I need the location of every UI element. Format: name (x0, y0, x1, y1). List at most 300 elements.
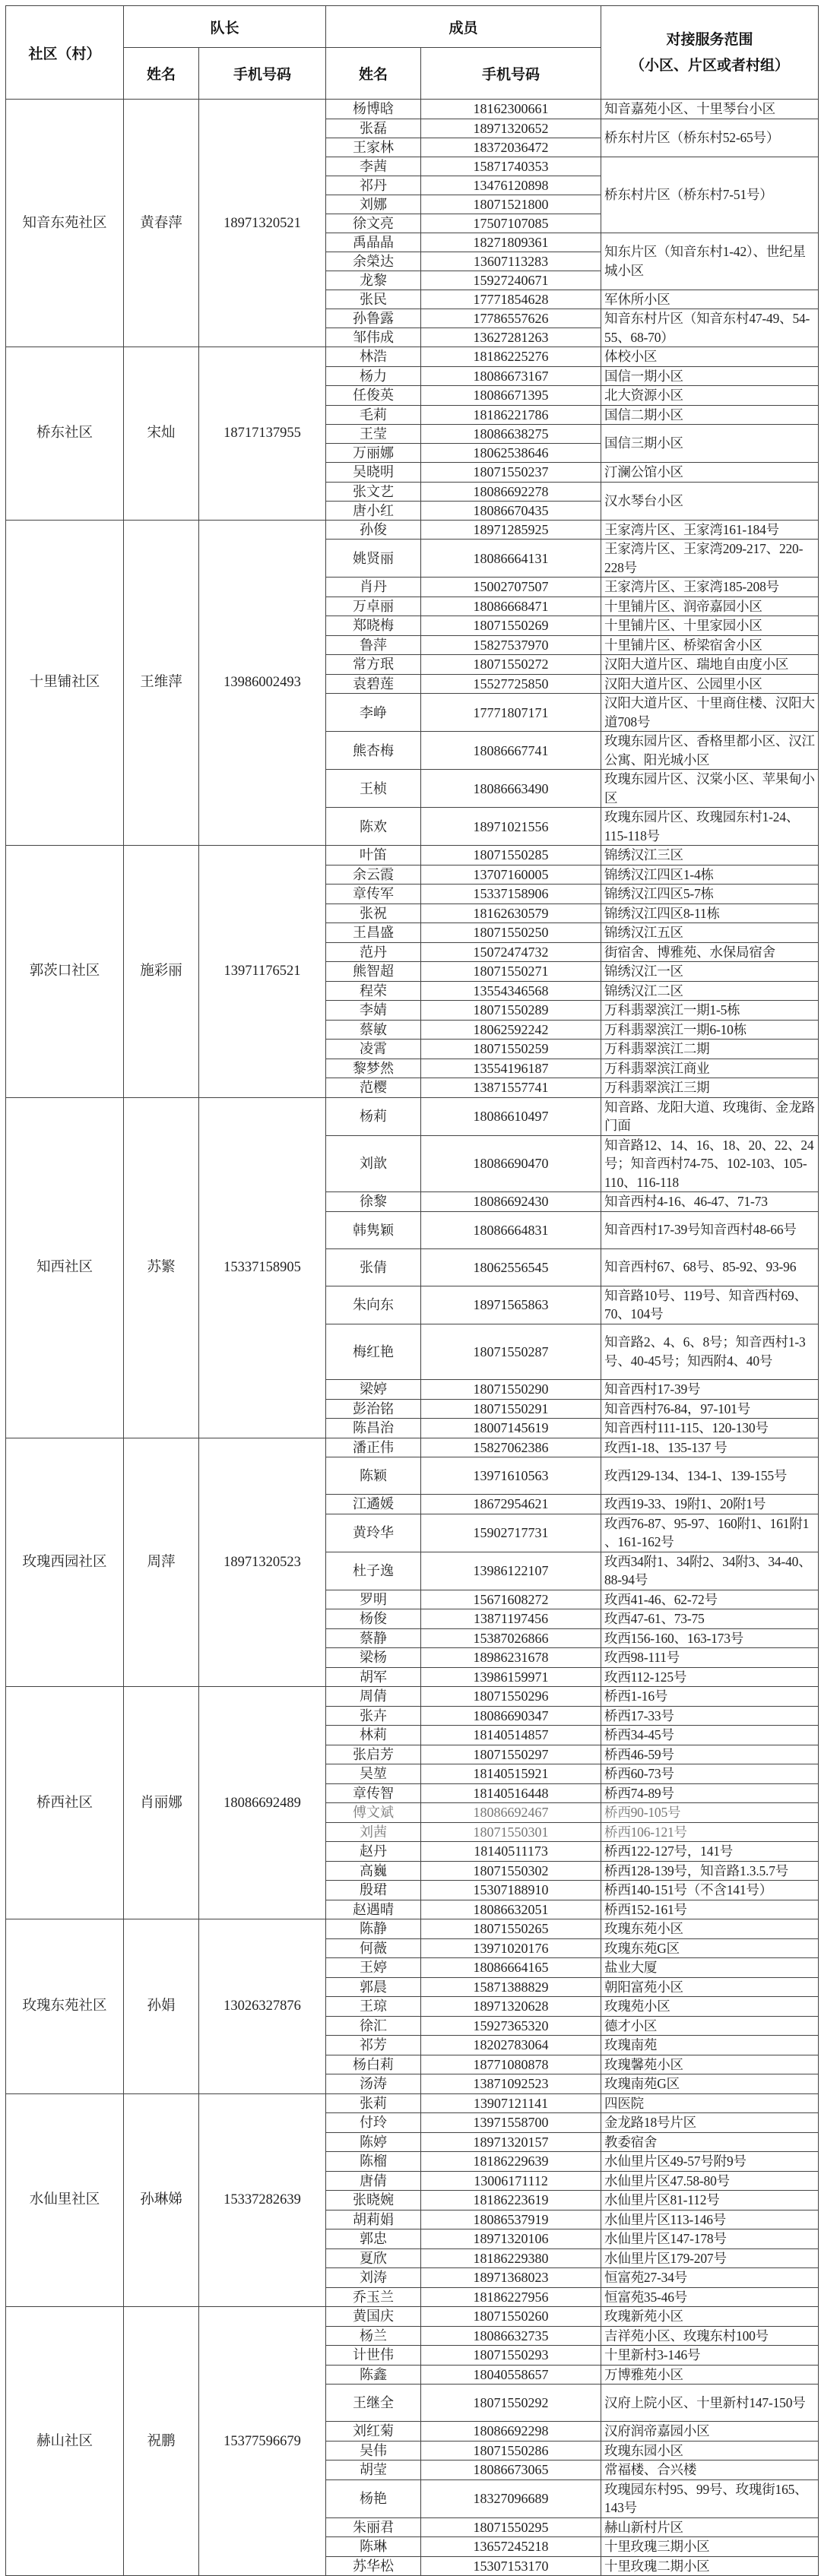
service-scope: 锦绣汉江四区1-4栋 (601, 865, 819, 885)
member-phone: 18071550260 (421, 2307, 601, 2327)
member-phone: 18062538646 (421, 444, 601, 463)
member-name: 陈婷 (326, 2132, 421, 2152)
member-name: 程荣 (326, 981, 421, 1001)
member-phone: 18071550250 (421, 923, 601, 943)
member-name: 吴伟 (326, 2441, 421, 2460)
service-scope: 德才小区 (601, 2016, 819, 2036)
member-phone: 15387026866 (421, 1628, 601, 1648)
member-phone: 18202783064 (421, 2036, 601, 2055)
member-phone: 13871197456 (421, 1609, 601, 1629)
member-phone: 18271809361 (421, 233, 601, 252)
service-scope: 水仙里片区47.58-80号 (601, 2171, 819, 2191)
member-name: 常方珉 (326, 655, 421, 675)
member-name: 孙俊 (326, 520, 421, 540)
leader-name: 周萍 (124, 1438, 199, 1687)
table-header (6, 6, 819, 100)
table-body (6, 100, 819, 2576)
member-name: 王继全 (326, 2385, 421, 2422)
member-name: 黄国庆 (326, 2307, 421, 2327)
service-scope: 万科翡翠滨江一期1-5栋 (601, 1001, 819, 1021)
member-name: 余榮达 (326, 252, 421, 271)
header-leader-phone: 手机号码 (199, 48, 326, 100)
service-scope: 知音西村4-16、46-47、71-73 (601, 1192, 819, 1212)
member-phone: 18071521800 (421, 195, 601, 214)
service-scope: 恒富苑35-46号 (601, 2287, 819, 2307)
service-scope: 水仙里片区49-57号附9号 (601, 2152, 819, 2172)
member-phone: 17771854628 (421, 290, 601, 309)
member-phone: 18040558657 (421, 2365, 601, 2385)
service-scope: 锦绣汉江四区5-7栋 (601, 885, 819, 904)
member-phone: 13627281263 (421, 328, 601, 347)
member-phone: 18971320652 (421, 119, 601, 138)
service-scope: 体校小区 (601, 347, 819, 367)
member-name: 王婷 (326, 1958, 421, 1978)
service-scope: 玫瑰东园片区、汉棠小区、苹果甸小区 (601, 770, 819, 808)
service-scope: 知音路2、4、6、8号；知音西村1-3号、40-45号；知西附4、40号 (601, 1324, 819, 1380)
service-scope: 桥西1-16号 (601, 1687, 819, 1707)
service-scope: 玫西76-87、95-97、160附1、161附1 、161-162号 (601, 1514, 819, 1552)
table-row (6, 520, 819, 540)
member-name: 朱向东 (326, 1286, 421, 1324)
member-phone: 18971320628 (421, 1997, 601, 2017)
service-scope: 知音东村片区（知音东村47-49、54-55、68-70） (601, 309, 819, 347)
service-scope: 桥西46-59号 (601, 1745, 819, 1764)
member-name: 杨力 (326, 366, 421, 386)
member-phone: 18071550293 (421, 2346, 601, 2366)
service-scope: 王家湾片区、王家湾161-184号 (601, 520, 819, 540)
member-name: 杨兰 (326, 2326, 421, 2346)
service-scope: 国信二期小区 (601, 405, 819, 425)
header-service-scope-line2: （小区、片区或者村组） (630, 57, 790, 74)
member-phone: 17771807171 (421, 694, 601, 732)
community-name: 知西社区 (6, 1097, 124, 1438)
header-leader: 队长 (124, 6, 326, 48)
member-phone: 13657245218 (421, 2537, 601, 2557)
member-name: 傅文斌 (326, 1803, 421, 1823)
member-name: 熊智超 (326, 962, 421, 982)
table-row (6, 347, 819, 367)
service-scope: 汀澜公馆小区 (601, 463, 819, 483)
leader-name: 施彩丽 (124, 846, 199, 1098)
member-name: 吴晓明 (326, 463, 421, 483)
member-phone: 15337158906 (421, 885, 601, 904)
member-phone: 18140515921 (421, 1764, 601, 1784)
member-name: 范樱 (326, 1078, 421, 1098)
member-phone: 15072474732 (421, 942, 601, 962)
member-name: 夏欣 (326, 2248, 421, 2268)
member-name: 周倩 (326, 1687, 421, 1707)
member-name: 王琼 (326, 1997, 421, 2017)
member-phone: 18162630579 (421, 903, 601, 923)
header-service-scope (601, 6, 819, 100)
member-name: 高巍 (326, 1861, 421, 1881)
service-scope: 知音西村111-115、120-130号 (601, 1419, 819, 1438)
service-scope: 玫西34附1、34附2、34附3、34-40、88-94号 (601, 1552, 819, 1590)
member-phone: 15927365320 (421, 2016, 601, 2036)
member-name: 禹晶晶 (326, 233, 421, 252)
member-name: 林莉 (326, 1726, 421, 1745)
member-name: 计世伟 (326, 2346, 421, 2366)
member-phone: 18672954621 (421, 1495, 601, 1514)
member-name: 江遹媛 (326, 1495, 421, 1514)
member-phone: 18071550265 (421, 1919, 601, 1939)
member-phone: 18186227956 (421, 2287, 601, 2307)
header-members: 成员 (326, 6, 601, 48)
member-name: 唐小红 (326, 501, 421, 520)
service-scope: 桥西17-33号 (601, 1706, 819, 1726)
member-name: 杨艳 (326, 2479, 421, 2517)
table-row (6, 1687, 819, 1707)
member-phone: 18071550237 (421, 463, 601, 483)
member-name: 万卓丽 (326, 597, 421, 616)
member-phone: 18086690470 (421, 1135, 601, 1192)
leader-phone: 18971320523 (199, 1438, 326, 1687)
member-phone: 18971021556 (421, 808, 601, 846)
member-name: 梁婷 (326, 1380, 421, 1400)
member-phone: 17507107085 (421, 214, 601, 233)
service-scope: 教委宿舍 (601, 2132, 819, 2152)
member-name: 汤涛 (326, 2074, 421, 2094)
service-scope: 常福楼、合兴楼 (601, 2460, 819, 2480)
community-name: 桥西社区 (6, 1687, 124, 1919)
member-phone: 18086537919 (421, 2210, 601, 2229)
service-scope: 汉水琴台小区 (601, 482, 819, 520)
community-name: 玫瑰东苑社区 (6, 1919, 124, 2094)
member-phone: 18971320157 (421, 2132, 601, 2152)
service-scope: 知音路、龙阳大道、玫瑰街、金龙路门面 (601, 1097, 819, 1135)
member-name: 梅红艳 (326, 1324, 421, 1380)
leader-name: 黄春萍 (124, 100, 199, 347)
service-scope: 玫西41-46、62-72号 (601, 1590, 819, 1609)
member-phone: 18971285925 (421, 520, 601, 540)
member-name: 刘茜 (326, 1822, 421, 1842)
service-scope: 桥西106-121号 (601, 1822, 819, 1842)
member-phone: 18186221786 (421, 405, 601, 425)
member-phone: 15671608272 (421, 1590, 601, 1609)
service-scope: 万科翡翠滨江一期6-10栋 (601, 1020, 819, 1040)
member-phone: 18971565863 (421, 1286, 601, 1324)
service-scope: 玫瑰南苑 (601, 2036, 819, 2055)
member-phone: 18071550290 (421, 1380, 601, 1400)
leader-phone: 13971176521 (199, 846, 326, 1098)
member-name: 张民 (326, 290, 421, 309)
leader-name: 祝鹏 (124, 2307, 199, 2576)
service-scope: 万科翡翠滨江三期 (601, 1078, 819, 1098)
service-scope: 汉府上院小区、十里新村147-150号 (601, 2385, 819, 2422)
member-phone: 18086664131 (421, 540, 601, 578)
leader-name: 王维萍 (124, 520, 199, 846)
member-phone: 13986122107 (421, 1552, 601, 1590)
member-name: 黄玲华 (326, 1514, 421, 1552)
member-phone: 18372036472 (421, 138, 601, 157)
member-phone: 15827537970 (421, 635, 601, 655)
member-name: 李峥 (326, 694, 421, 732)
member-name: 毛莉 (326, 405, 421, 425)
member-name: 陈昌治 (326, 1419, 421, 1438)
member-name: 章传智 (326, 1783, 421, 1803)
service-scope: 汉阳大道片区、瑞地自由度小区 (601, 655, 819, 675)
member-name: 何薇 (326, 1938, 421, 1958)
member-phone: 13871092523 (421, 2074, 601, 2094)
header-leader-name: 姓名 (124, 48, 199, 100)
service-scope: 玫瑰东苑G区 (601, 1938, 819, 1958)
member-name: 赵丹 (326, 1842, 421, 1862)
member-name: 任俊英 (326, 386, 421, 406)
volunteer-team-table-container (5, 5, 818, 2576)
member-name: 李茜 (326, 157, 421, 176)
leader-name: 苏繁 (124, 1097, 199, 1438)
member-name: 郑晓梅 (326, 616, 421, 636)
table-row (6, 100, 819, 119)
member-name: 章传军 (326, 885, 421, 904)
member-phone: 13707160005 (421, 865, 601, 885)
member-phone: 18086668471 (421, 597, 601, 616)
member-name: 徐文亮 (326, 214, 421, 233)
member-name: 黎梦然 (326, 1059, 421, 1078)
member-phone: 15927240671 (421, 271, 601, 290)
member-name: 孙鲁露 (326, 309, 421, 328)
service-scope: 锦绣汉江三区 (601, 846, 819, 866)
service-scope: 玫西129-134、134-1、139-155号 (601, 1457, 819, 1495)
service-scope: 桥东村片区（桥东村7-51号） (601, 157, 819, 233)
service-scope: 知音西村17-39号 (601, 1380, 819, 1400)
member-name: 杜子逸 (326, 1552, 421, 1590)
service-scope: 知音路10号、119号、知音西村69、70、104号 (601, 1286, 819, 1324)
service-scope: 北大资源小区 (601, 386, 819, 406)
service-scope: 十里铺片区、十里家园小区 (601, 616, 819, 636)
member-name: 胡莹 (326, 2460, 421, 2480)
member-name: 吴堃 (326, 1764, 421, 1784)
service-scope: 桥西152-161号 (601, 1900, 819, 1919)
table-row (6, 1438, 819, 1457)
community-name: 十里铺社区 (6, 520, 124, 846)
member-name: 张启芳 (326, 1745, 421, 1764)
community-name: 赫山社区 (6, 2307, 124, 2576)
member-name: 郭晨 (326, 1977, 421, 1997)
service-scope: 玫瑰南苑G区 (601, 2074, 819, 2094)
member-phone: 18071550301 (421, 1822, 601, 1842)
service-scope: 桥西122-127号，141号 (601, 1842, 819, 1862)
member-name: 张祝 (326, 903, 421, 923)
member-phone: 18086690347 (421, 1706, 601, 1726)
member-name: 袁碧莲 (326, 674, 421, 694)
member-name: 唐倩 (326, 2171, 421, 2191)
leader-phone: 15337282639 (199, 2093, 326, 2307)
member-phone: 13971610563 (421, 1457, 601, 1495)
member-phone: 15307153170 (421, 2556, 601, 2576)
leader-phone: 13986002493 (199, 520, 326, 846)
service-scope: 赫山新村片区 (601, 2517, 819, 2537)
community-name: 水仙里社区 (6, 2093, 124, 2307)
member-phone: 18086667741 (421, 732, 601, 770)
member-phone: 15307188910 (421, 1881, 601, 1900)
member-name: 肖丹 (326, 578, 421, 597)
member-name: 祁丹 (326, 176, 421, 195)
member-phone: 18071550271 (421, 962, 601, 982)
member-phone: 18086610497 (421, 1097, 601, 1135)
member-phone: 18086632735 (421, 2326, 601, 2346)
member-phone: 15527725850 (421, 674, 601, 694)
community-name: 桥东社区 (6, 347, 124, 521)
member-phone: 18071550285 (421, 846, 601, 866)
member-phone: 13986159971 (421, 1667, 601, 1687)
service-scope: 玫瑰馨苑小区 (601, 2055, 819, 2074)
leader-phone: 15337158905 (199, 1097, 326, 1438)
member-phone: 18771080878 (421, 2055, 601, 2074)
member-name: 王桢 (326, 770, 421, 808)
member-phone: 13006171112 (421, 2171, 601, 2191)
member-phone: 18140511173 (421, 1842, 601, 1862)
service-scope: 十里铺片区、桥梁宿舍小区 (601, 635, 819, 655)
service-scope: 四医院 (601, 2093, 819, 2113)
member-phone: 18071550272 (421, 655, 601, 675)
member-name: 张文艺 (326, 482, 421, 501)
member-name: 祁芳 (326, 2036, 421, 2055)
leader-phone: 13026327876 (199, 1919, 326, 2094)
service-scope: 万科翡翠滨江二期 (601, 1040, 819, 1059)
member-phone: 18071550287 (421, 1324, 601, 1380)
service-scope: 玫西156-160、163-173号 (601, 1628, 819, 1648)
member-name: 朱丽君 (326, 2517, 421, 2537)
member-phone: 18071550289 (421, 1001, 601, 1021)
service-scope: 知音西村17-39号知音西村48-66号 (601, 1211, 819, 1248)
service-scope: 玫瑰东苑小区 (601, 1919, 819, 1939)
volunteer-team-table (5, 5, 819, 2576)
service-scope: 桥东村片区（桥东村52-65号） (601, 119, 819, 157)
member-name: 范丹 (326, 942, 421, 962)
service-scope: 桥西128-139号，知音路1.3.5.7号 (601, 1861, 819, 1881)
member-phone: 18071550297 (421, 1745, 601, 1764)
member-name: 张晓婉 (326, 2191, 421, 2210)
member-name: 张卉 (326, 1706, 421, 1726)
leader-name: 孙琳娣 (124, 2093, 199, 2307)
service-scope: 玫瑰东园片区、玫瑰园东村1-24、115-118号 (601, 808, 819, 846)
member-phone: 18086692298 (421, 2422, 601, 2442)
member-phone: 18062556545 (421, 1248, 601, 1286)
member-name: 韩隽颖 (326, 1211, 421, 1248)
service-scope: 玫瑰新苑小区 (601, 2307, 819, 2327)
member-name: 陈榴 (326, 2152, 421, 2172)
member-phone: 18071550296 (421, 1687, 601, 1707)
member-phone: 18986231678 (421, 1648, 601, 1668)
table-row (6, 2093, 819, 2113)
service-scope: 知音西村67、68号、85-92、93-96 (601, 1248, 819, 1286)
member-name: 潘正伟 (326, 1438, 421, 1457)
member-phone: 18086664165 (421, 1958, 601, 1978)
member-name: 陈颖 (326, 1457, 421, 1495)
service-scope: 朝阳富苑小区 (601, 1977, 819, 1997)
member-phone: 18086673167 (421, 366, 601, 386)
member-phone: 18971368023 (421, 2268, 601, 2288)
member-phone: 18071550291 (421, 1399, 601, 1419)
service-scope: 盐业大厦 (601, 1958, 819, 1978)
member-phone: 18086632051 (421, 1900, 601, 1919)
member-name: 陈静 (326, 1919, 421, 1939)
member-name: 郭忠 (326, 2229, 421, 2249)
service-scope: 玫瑰园东村95、99号、玫瑰街165、143号 (601, 2479, 819, 2517)
service-scope: 万科翡翠滨江商业 (601, 1059, 819, 1078)
service-scope: 玫西19-33、19附1、20附1号 (601, 1495, 819, 1514)
service-scope: 汉阳大道片区、十里商住楼、汉阳大道708号 (601, 694, 819, 732)
member-phone: 18186225276 (421, 347, 601, 367)
member-name: 杨俊 (326, 1609, 421, 1629)
member-name: 乔玉兰 (326, 2287, 421, 2307)
member-name: 刘红菊 (326, 2422, 421, 2442)
leader-phone: 15377596679 (199, 2307, 326, 2576)
member-name: 付玲 (326, 2113, 421, 2133)
service-scope: 水仙里片区147-178号 (601, 2229, 819, 2249)
service-scope: 水仙里片区179-207号 (601, 2248, 819, 2268)
member-name: 罗明 (326, 1590, 421, 1609)
member-phone: 13554196187 (421, 1059, 601, 1078)
member-phone: 15871388829 (421, 1977, 601, 1997)
member-phone: 13971558700 (421, 2113, 601, 2133)
service-scope: 王家湾片区、王家湾209-217、220-228号 (601, 540, 819, 578)
member-phone: 18162300661 (421, 100, 601, 119)
service-scope: 玫西1-18、135-137 号 (601, 1438, 819, 1457)
member-phone: 13871557741 (421, 1078, 601, 1098)
service-scope: 锦绣汉江二区 (601, 981, 819, 1001)
service-scope: 水仙里片区113-146号 (601, 2210, 819, 2229)
member-phone: 18071550269 (421, 616, 601, 636)
member-name: 蔡静 (326, 1628, 421, 1648)
member-phone: 13971020176 (421, 1938, 601, 1958)
member-phone: 18071550259 (421, 1040, 601, 1059)
member-name: 刘娜 (326, 195, 421, 214)
member-phone: 18327096689 (421, 2479, 601, 2517)
member-name: 梁杨 (326, 1648, 421, 1668)
member-name: 杨白莉 (326, 2055, 421, 2074)
member-name: 万丽娜 (326, 444, 421, 463)
service-scope: 玫西98-111号 (601, 1648, 819, 1668)
member-name: 叶笛 (326, 846, 421, 866)
member-name: 凌霄 (326, 1040, 421, 1059)
community-name: 玫瑰西园社区 (6, 1438, 124, 1687)
member-name: 陈琳 (326, 2537, 421, 2557)
service-scope: 国信一期小区 (601, 366, 819, 386)
member-phone: 18186229639 (421, 2152, 601, 2172)
member-phone: 15002707507 (421, 578, 601, 597)
member-name: 王家林 (326, 138, 421, 157)
member-name: 徐黎 (326, 1192, 421, 1212)
member-name: 蔡敏 (326, 1020, 421, 1040)
service-scope: 知音嘉苑小区、十里琴台小区 (601, 100, 819, 119)
member-name: 胡莉娟 (326, 2210, 421, 2229)
leader-name: 宋灿 (124, 347, 199, 521)
member-name: 杨博晗 (326, 100, 421, 119)
member-name: 鲁萍 (326, 635, 421, 655)
member-phone: 18086638275 (421, 425, 601, 444)
service-scope: 桥西90-105号 (601, 1803, 819, 1823)
service-scope: 锦绣汉江一区 (601, 962, 819, 982)
service-scope: 军休所小区 (601, 290, 819, 309)
member-name: 彭治铭 (326, 1399, 421, 1419)
member-name: 张倩 (326, 1248, 421, 1286)
service-scope: 万博雅苑小区 (601, 2365, 819, 2385)
service-scope: 锦绣汉江五区 (601, 923, 819, 943)
member-phone: 18086673065 (421, 2460, 601, 2480)
service-scope: 知东片区（知音东村1-42）、世纪星城小区 (601, 233, 819, 290)
service-scope: 玫瑰苑小区 (601, 1997, 819, 2017)
member-phone: 18140514857 (421, 1726, 601, 1745)
service-scope: 桥西34-45号 (601, 1726, 819, 1745)
service-scope: 十里玫瑰三期小区 (601, 2537, 819, 2557)
member-phone: 13907121141 (421, 2093, 601, 2113)
member-name: 张磊 (326, 119, 421, 138)
service-scope: 金龙路18号片区 (601, 2113, 819, 2133)
member-phone: 18186229380 (421, 2248, 601, 2268)
member-phone: 18140516448 (421, 1783, 601, 1803)
